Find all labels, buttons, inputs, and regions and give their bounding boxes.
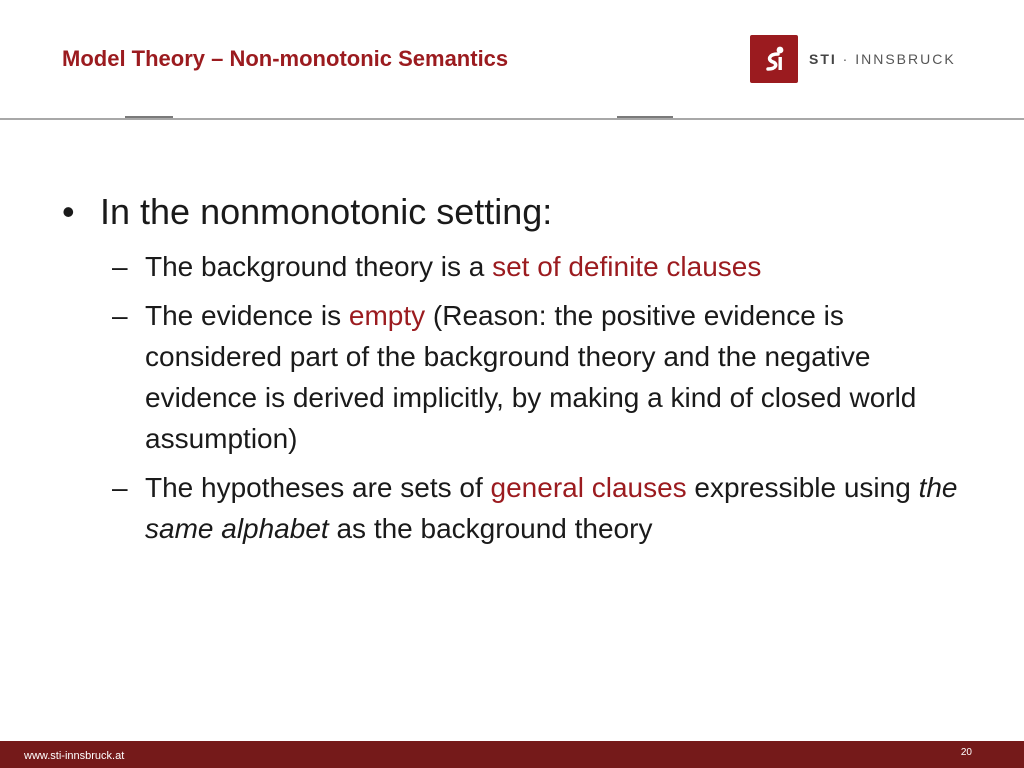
bullet-main [62,186,982,238]
sub-bullet-item [62,295,982,459]
bullet-main-text: In the nonmonotonic setting: [100,191,553,232]
sti-logo [750,34,956,84]
highlighted-term: empty [348,300,426,331]
sub-bullet-text: The hypotheses are sets of [145,472,491,503]
sub-bullet-text: The evidence is [145,300,349,331]
sub-bullet-text: (Reason: the positive evidence is considered part of the background theory and the negative evidence is derived implicitly, by making a kind of closed world assumption) [145,300,917,454]
sub-bullet-item [62,467,982,549]
logo-sti: STI [809,51,837,67]
dash-icon: – [112,472,128,503]
logo-separator: · [836,51,856,67]
sub-bullet-text: expressible using [686,472,919,503]
sub-bullet-text: as the background theory [328,513,653,544]
sti-logo-mark-icon [750,35,798,83]
dash-icon: – [112,251,128,282]
dash-icon: – [112,300,128,331]
footer-bar [0,741,1024,768]
sub-bullet-list [62,246,982,549]
sub-bullet-text: The background theory is a [145,251,493,282]
header-divider-accent [125,116,173,118]
header-divider-accent [617,116,673,118]
slide-content [62,186,982,549]
highlighted-term: set of definite clauses [492,251,762,282]
logo-wordmark [809,51,956,67]
sub-bullet-item [62,246,982,287]
italic-term: the same alphabet [145,472,958,544]
slide-title: Model Theory – Non-monotonic Semantics [62,46,509,71]
logo-name: INNSBRUCK [855,51,956,67]
bullet-icon: • [62,191,75,232]
footer-url: www.sti-innsbruck.at [24,750,125,762]
page-number: 20 [960,747,972,758]
highlighted-term: general clauses [490,472,687,503]
header-divider [0,118,1024,120]
